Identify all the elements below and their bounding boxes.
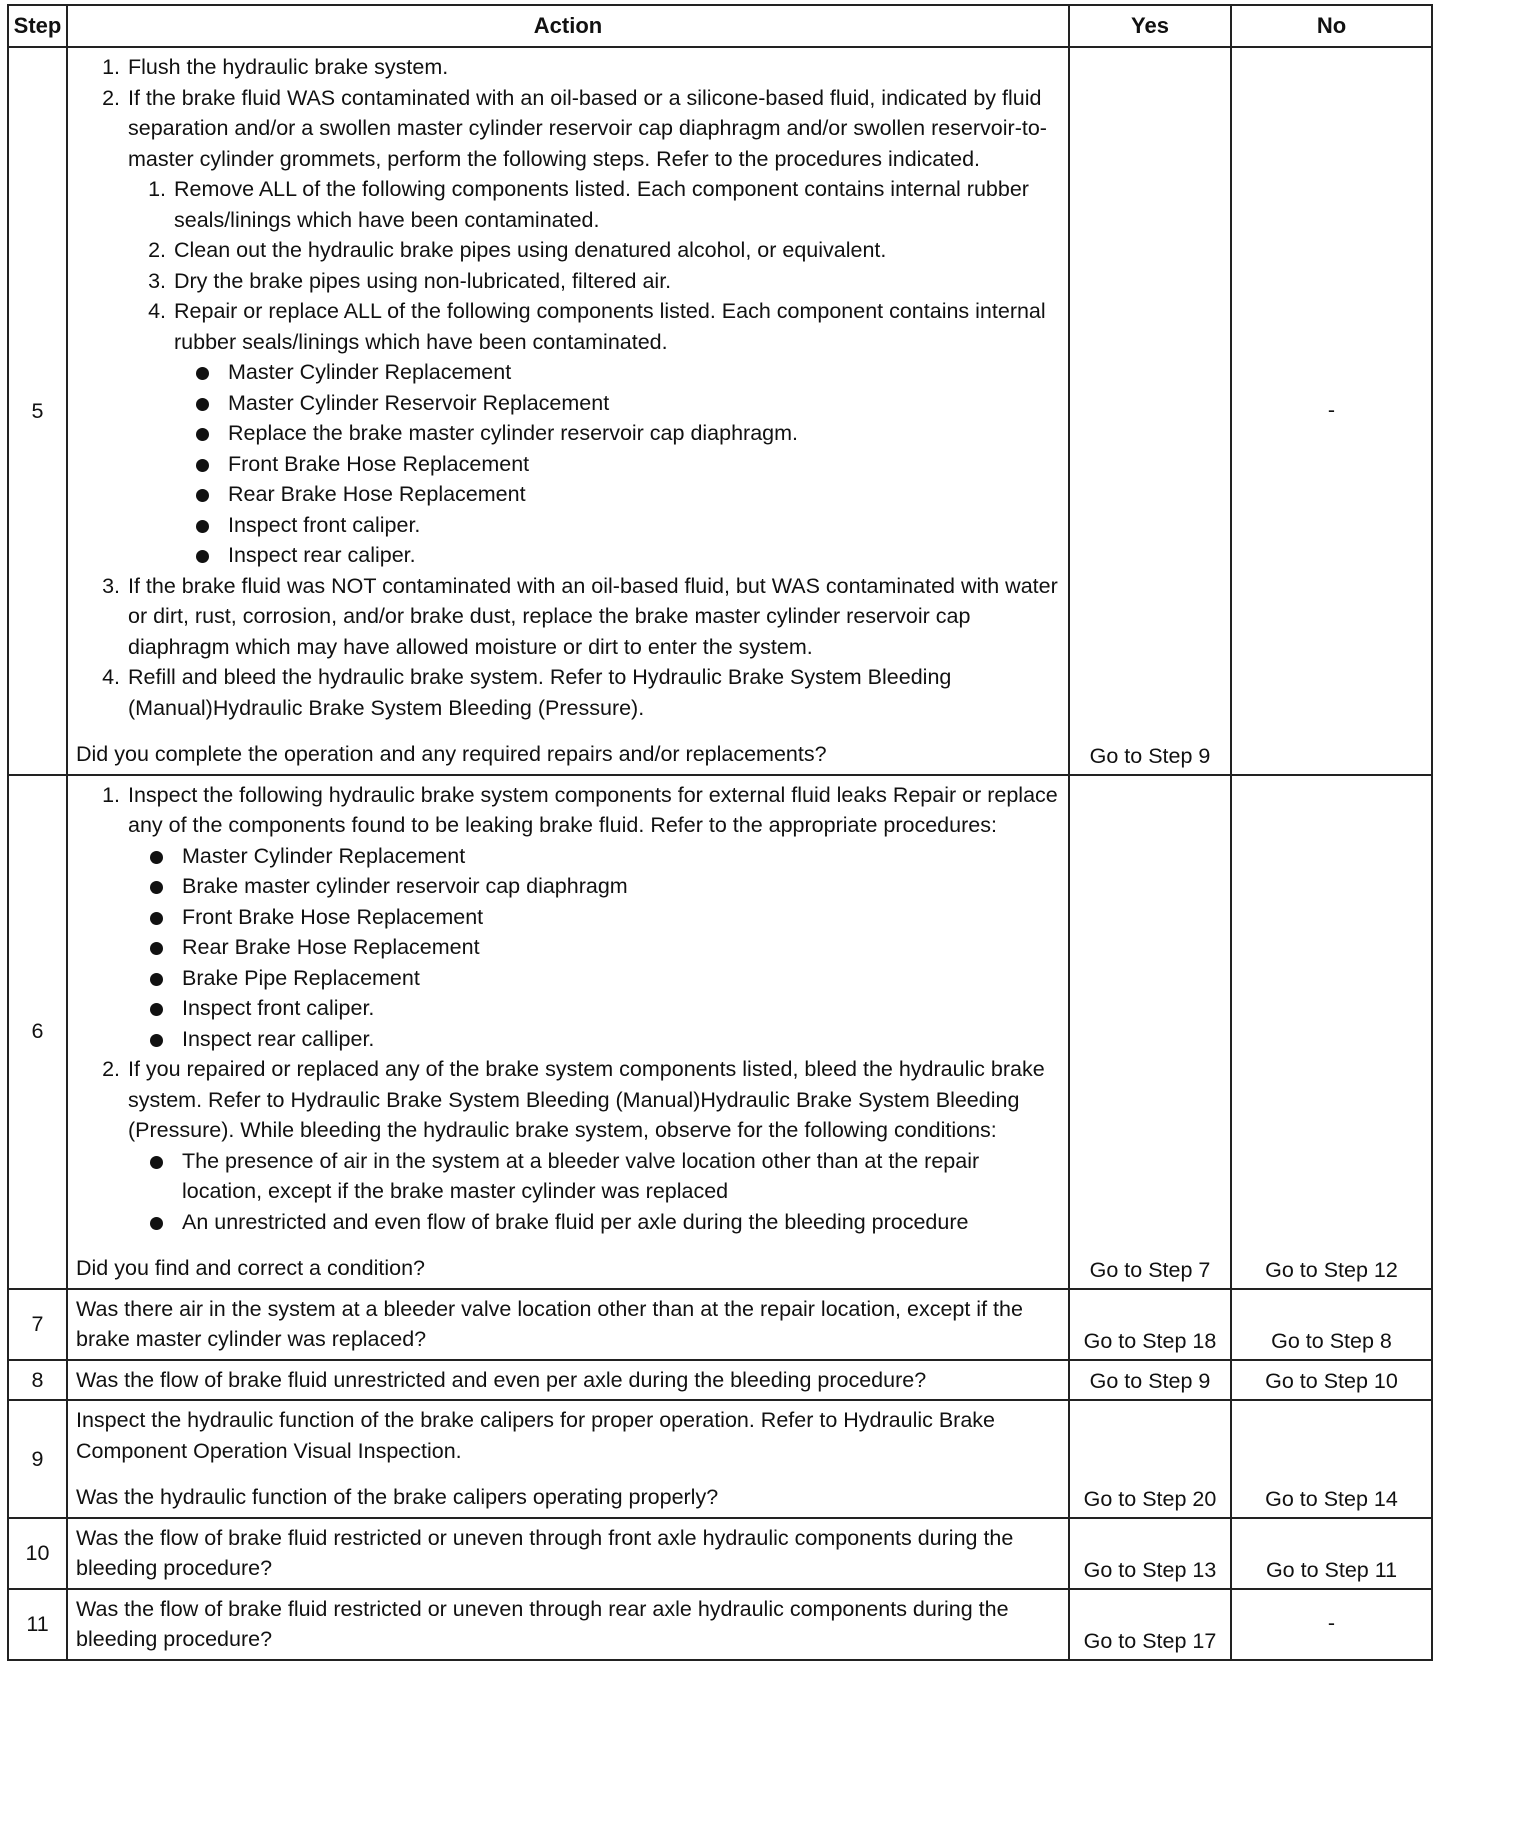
step-number: 8 (8, 1360, 67, 1401)
bullet-list (174, 357, 1060, 571)
sub-list-item-text: Repair or replace ALL of the following components listed. Each component contains internal rubber seals/linings which have been contaminated. (174, 299, 1046, 354)
action-cell (67, 47, 1069, 775)
bullet-text: Front Brake Hose Replacement (182, 904, 484, 929)
bullet-icon (150, 1034, 163, 1047)
bullet-item (226, 449, 1060, 480)
bullet-icon (196, 489, 209, 502)
sub-list-item: 3. Dry the brake pipes using non-lubricated, filtered air. (172, 266, 1060, 297)
header-yes: Yes (1069, 5, 1231, 47)
action-cell (67, 1400, 1069, 1518)
action-list (76, 780, 1060, 1238)
header-action: Action (67, 5, 1069, 47)
step-number: 7 (8, 1289, 67, 1360)
table-row (8, 1400, 1432, 1518)
bullet-icon (150, 1003, 163, 1016)
step-number: 11 (8, 1589, 67, 1660)
action-text: Was the flow of brake fluid unrestricted and even per axle during the bleeding procedure? (76, 1367, 927, 1392)
list-item-text: Inspect the following hydraulic brake system components for external fluid leaks Repair or replace any of the components found to be leaking brake fluid. Refer to the appropriate procedures: (128, 782, 1058, 837)
action-text: Was the flow of brake fluid restricted or uneven through front axle hydraulic components during the bleeding procedure? (76, 1525, 1014, 1580)
list-item: 4. Refill and bleed the hydraulic brake system. Refer to Hydraulic Brake System Bleeding (Manual)Hydraulic Brake System Bleeding (Pressure). (126, 662, 1060, 723)
bullet-item (226, 388, 1060, 419)
yes-cell: Go to Step 18 (1069, 1289, 1231, 1360)
list-item (126, 1054, 1060, 1237)
bullet-item (226, 479, 1060, 510)
bullet-item (180, 871, 1060, 902)
bullet-text: Rear Brake Hose Replacement (182, 935, 480, 959)
header-row (8, 5, 1432, 47)
bullet-text: Rear Brake Hose Replacement (228, 482, 526, 506)
bullet-text: Inspect rear caliper. (228, 543, 416, 567)
bullet-item (226, 540, 1060, 571)
action-cell (67, 1589, 1069, 1660)
bullet-icon (150, 1156, 163, 1169)
bullet-icon (196, 550, 209, 563)
bullet-item (180, 841, 1060, 872)
table-row (8, 1289, 1432, 1360)
bullet-item (180, 1146, 1060, 1207)
bullet-icon (150, 973, 163, 986)
no-cell: Go to Step 10 (1231, 1360, 1432, 1401)
bullet-item (180, 1024, 1060, 1055)
bullet-icon (150, 942, 163, 955)
bullet-icon (196, 367, 209, 380)
yes-cell: Go to Step 20 (1069, 1400, 1231, 1518)
bullet-list (128, 841, 1060, 1055)
bullet-item (226, 418, 1060, 449)
header-step: Step (8, 5, 67, 47)
bullet-text: Brake Pipe Replacement (182, 965, 420, 990)
list-item (126, 780, 1060, 1055)
bullet-text: Front Brake Hose Replacement (228, 451, 530, 476)
yes-cell: Go to Step 9 (1069, 47, 1231, 775)
no-cell: Go to Step 14 (1231, 1400, 1432, 1518)
header-no: No (1231, 5, 1432, 47)
bullet-text: An unrestricted and even flow of brake fluid per axle during the bleeding procedure (182, 1209, 969, 1234)
step-number: 10 (8, 1518, 67, 1589)
sub-list-item: 1. Remove ALL of the following components listed. Each component contains internal rubber seals/linings which have been contaminated. (172, 174, 1060, 235)
table-row (8, 1518, 1432, 1589)
bullet-item (180, 993, 1060, 1024)
bullet-text: Replace the brake master cylinder reservoir cap diaphragm. (228, 421, 799, 445)
bullet-item (226, 357, 1060, 388)
diagnostic-table (7, 4, 1433, 1661)
step-number: 9 (8, 1400, 67, 1518)
bullet-item (180, 963, 1060, 994)
no-cell: - (1231, 47, 1432, 775)
sub-list-item (172, 296, 1060, 571)
bullet-text: The presence of air in the system at a bleeder valve location other than at the repair location, except if the brake master cylinder was replaced (182, 1148, 980, 1203)
bullet-icon (150, 1217, 163, 1230)
action-cell (67, 1518, 1069, 1589)
bullet-text: Inspect front caliper. (182, 996, 375, 1020)
bullet-icon (196, 398, 209, 411)
sub-list-item: 2. Clean out the hydraulic brake pipes using denatured alcohol, or equivalent. (172, 235, 1060, 266)
bullet-text: Master Cylinder Replacement (228, 360, 512, 384)
bullet-text: Brake master cylinder reservoir cap diaphragm (182, 874, 628, 898)
action-text: Inspect the hydraulic function of the brake calipers for proper operation. Refer to Hydraulic Brake Component Operation Visual Inspection. (76, 1408, 996, 1463)
no-cell: Go to Step 8 (1231, 1289, 1432, 1360)
bullet-text: Inspect front caliper. (228, 512, 421, 537)
no-cell: Go to Step 11 (1231, 1518, 1432, 1589)
table-row (8, 1360, 1432, 1401)
yes-cell: Go to Step 7 (1069, 775, 1231, 1289)
bullet-icon (196, 520, 209, 533)
question-text: Was the hydraulic function of the brake calipers operating properly? (76, 1485, 719, 1509)
yes-cell: Go to Step 13 (1069, 1518, 1231, 1589)
list-item: 1. Flush the hydraulic brake system. (126, 52, 1060, 83)
bullet-icon (150, 912, 163, 925)
bullet-text: Inspect rear calliper. (182, 1026, 375, 1051)
table-row (8, 47, 1432, 775)
bullet-text: Master Cylinder Reservoir Replacement (228, 390, 610, 415)
bullet-item (226, 510, 1060, 541)
step-number: 6 (8, 775, 67, 1289)
bullet-icon (196, 459, 209, 472)
question-text: Did you complete the operation and any required repairs and/or replacements? (76, 742, 827, 766)
step-number: 5 (8, 47, 67, 775)
sub-list (128, 174, 1060, 571)
list-item: 3. If the brake fluid was NOT contaminated with an oil-based fluid, but WAS contaminated with water or dirt, rust, corrosion, and/or brake dust, replace the brake master cylinder reservoir cap diaphragm which may have allowed moisture or dirt to enter the system. (126, 571, 1060, 663)
action-cell (67, 1289, 1069, 1360)
action-text: Was there air in the system at a bleeder valve location other than at the repair location, except if the brake master cylinder was replaced? (76, 1296, 1023, 1351)
list-item (126, 83, 1060, 571)
bullet-list (128, 1146, 1060, 1238)
bullet-text: Master Cylinder Replacement (182, 843, 466, 868)
bullet-icon (150, 881, 163, 894)
bullet-item (180, 932, 1060, 963)
bullet-item (180, 902, 1060, 933)
no-cell: - (1231, 1589, 1432, 1660)
list-item-text: If you repaired or replaced any of the brake system components listed, bleed the hydraulic brake system. Refer to Hydraulic Brake System Bleeding (Manual)Hydraulic Brake System Bleeding (Pressure). While bleeding the hydraulic brake system, observe for the following conditions: (128, 1057, 1045, 1142)
action-cell (67, 1360, 1069, 1401)
yes-cell: Go to Step 9 (1069, 1360, 1231, 1401)
bullet-icon (196, 428, 209, 441)
bullet-item (180, 1207, 1060, 1238)
bullet-icon (150, 851, 163, 864)
table-row (8, 1589, 1432, 1660)
action-text: Was the flow of brake fluid restricted or uneven through rear axle hydraulic components during the bleeding procedure? (76, 1596, 1009, 1651)
action-cell (67, 775, 1069, 1289)
question-text: Did you find and correct a condition? (76, 1256, 425, 1280)
list-item-text: If the brake fluid WAS contaminated with an oil-based or a silicone-based fluid, indicated by fluid separation and/or a swollen master cylinder reservoir cap diaphragm and/or swollen reservoir-to-master cylinder grommets, perform the following steps. Refer to the procedures indicated. (128, 85, 1047, 171)
yes-cell: Go to Step 17 (1069, 1589, 1231, 1660)
action-list (76, 52, 1060, 723)
table-row (8, 775, 1432, 1289)
no-cell: Go to Step 12 (1231, 775, 1432, 1289)
